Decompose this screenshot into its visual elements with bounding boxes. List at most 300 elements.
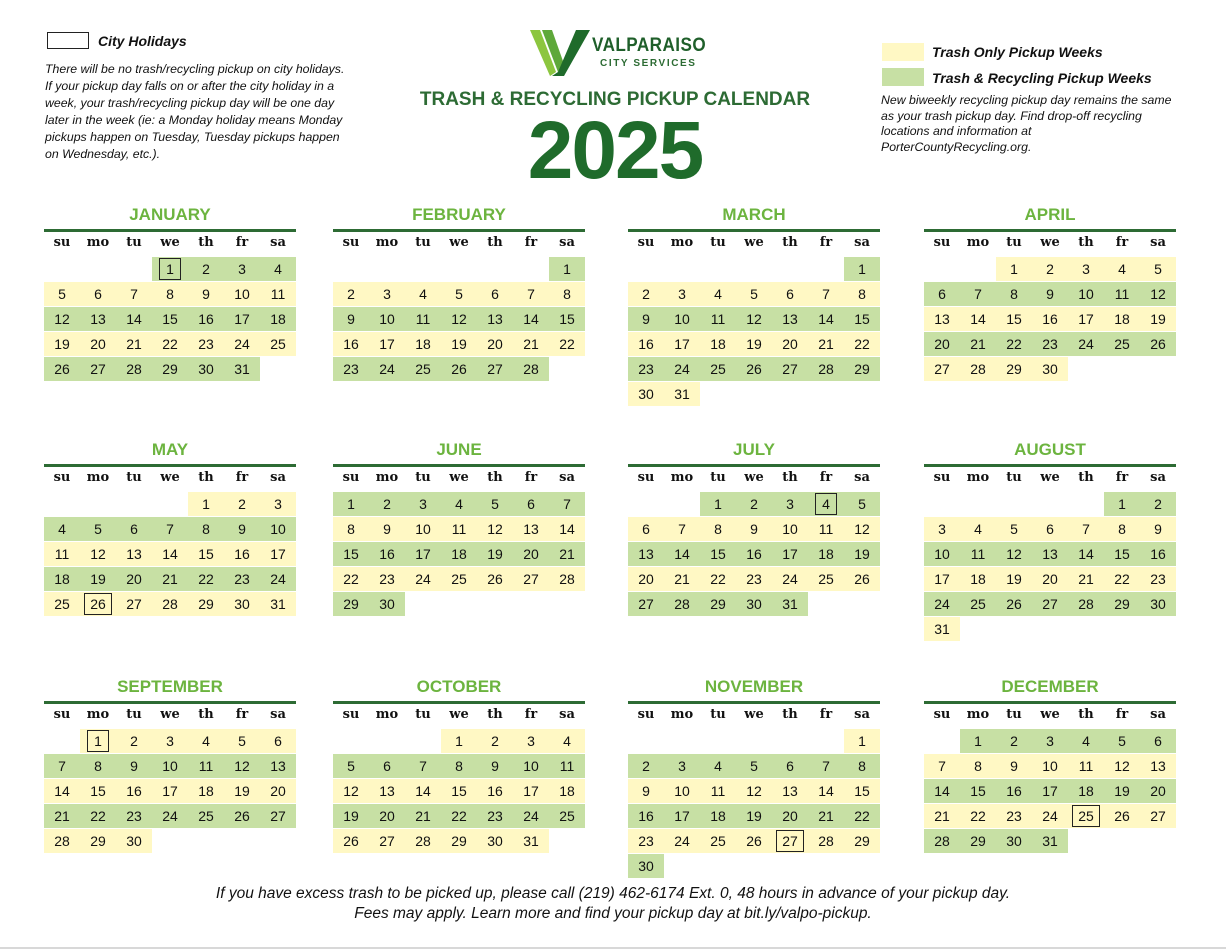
month-rule	[628, 701, 880, 704]
day-cell: 7	[549, 492, 585, 516]
weekday-header: fr	[524, 235, 538, 250]
day-cell: 1	[441, 729, 477, 753]
day-cell: 26	[44, 357, 80, 381]
day-cell: 28	[664, 592, 700, 616]
weekday-header: we	[449, 470, 469, 485]
day-cell: 6	[513, 492, 549, 516]
month-title: SEPTEMBER	[117, 677, 223, 696]
weekday-header: mo	[670, 470, 694, 485]
day-cell: 2	[628, 754, 664, 778]
day-cell: 31	[260, 592, 296, 616]
day-cell: 29	[960, 829, 996, 853]
day-cell: 31	[1032, 829, 1068, 853]
day-cell: 29	[844, 829, 880, 853]
day-cell: 25	[1104, 332, 1140, 356]
weekday-header: tu	[710, 470, 726, 485]
weekday-header: th	[198, 235, 214, 250]
day-cell: 13	[80, 307, 116, 331]
day-cell: 30	[224, 592, 260, 616]
day-cell: 26	[1140, 332, 1176, 356]
day-cell: 1	[996, 257, 1032, 281]
weekday-header: we	[744, 707, 764, 722]
day-cell: 14	[808, 307, 844, 331]
day-cell: 25	[960, 592, 996, 616]
month-title: OCTOBER	[416, 677, 502, 696]
day-cell: 3	[1032, 729, 1068, 753]
day-cell: 23	[1032, 332, 1068, 356]
day-cell: 9	[1032, 282, 1068, 306]
day-cell: 2	[736, 492, 772, 516]
weekday-header: su	[637, 470, 655, 485]
day-cell: 20	[80, 332, 116, 356]
weekday-header: tu	[710, 707, 726, 722]
day-cell: 2	[996, 729, 1032, 753]
day-cell: 4	[1068, 729, 1104, 753]
day-cell: 28	[1068, 592, 1104, 616]
footer	[0, 884, 1226, 924]
weekday-header: tu	[415, 235, 431, 250]
day-cell: 9	[1140, 517, 1176, 541]
holiday-day-cell: 26	[80, 592, 116, 616]
day-cell: 28	[152, 592, 188, 616]
month-title: MARCH	[722, 205, 786, 224]
day-cell: 6	[628, 517, 664, 541]
weekday-header: tu	[126, 707, 142, 722]
month-rule	[333, 701, 585, 704]
month-rule	[924, 229, 1176, 232]
day-cell: 30	[628, 382, 664, 406]
weekday-header: mo	[966, 235, 990, 250]
day-cell: 14	[1068, 542, 1104, 566]
day-cell: 15	[996, 307, 1032, 331]
weekday-header: we	[160, 235, 180, 250]
day-cell: 20	[513, 542, 549, 566]
day-cell: 5	[996, 517, 1032, 541]
weekday-header: su	[933, 470, 951, 485]
valparaiso-logo-icon	[530, 28, 594, 78]
day-cell: 3	[664, 754, 700, 778]
day-cell: 25	[44, 592, 80, 616]
footer-line-2: Fees may apply. Learn more and find your pickup day at bit.ly/valpo-pickup.	[354, 905, 872, 922]
day-cell: 10	[664, 779, 700, 803]
holiday-day-cell: 4	[808, 492, 844, 516]
day-cell: 24	[152, 804, 188, 828]
day-cell: 5	[333, 754, 369, 778]
day-cell: 18	[441, 542, 477, 566]
day-cell: 11	[44, 542, 80, 566]
day-cell: 11	[960, 542, 996, 566]
day-cell: 26	[1104, 804, 1140, 828]
day-cell: 3	[369, 282, 405, 306]
day-cell: 16	[628, 804, 664, 828]
weekday-header: su	[933, 235, 951, 250]
day-cell: 8	[700, 517, 736, 541]
day-cell: 31	[224, 357, 260, 381]
day-cell: 23	[116, 804, 152, 828]
weekday-header: sa	[559, 707, 575, 722]
day-cell: 2	[628, 282, 664, 306]
day-cell: 6	[260, 729, 296, 753]
day-cell: 10	[924, 542, 960, 566]
weekday-header: mo	[670, 707, 694, 722]
holiday-legend-title: City Holidays	[98, 33, 187, 49]
day-cell: 12	[844, 517, 880, 541]
day-cell: 18	[405, 332, 441, 356]
day-cell: 8	[1104, 517, 1140, 541]
day-cell: 27	[369, 829, 405, 853]
weekday-header: fr	[819, 707, 833, 722]
day-cell: 31	[772, 592, 808, 616]
weekday-header: fr	[235, 707, 249, 722]
day-cell: 6	[80, 282, 116, 306]
weekday-header: tu	[1006, 235, 1022, 250]
day-cell: 6	[1032, 517, 1068, 541]
weekday-header: mo	[966, 707, 990, 722]
weekday-header: sa	[270, 235, 286, 250]
day-cell: 17	[664, 332, 700, 356]
day-cell: 12	[1140, 282, 1176, 306]
weekday-header: su	[53, 235, 71, 250]
legend-note: New biweekly recycling pickup day remains the same as your trash pickup day. Find drop-off recycling locations and information at PorterCountyRecycling.org.	[881, 93, 1172, 154]
day-cell: 28	[513, 357, 549, 381]
day-cell: 17	[924, 567, 960, 591]
day-cell: 4	[700, 754, 736, 778]
day-cell: 16	[736, 542, 772, 566]
day-cell: 8	[152, 282, 188, 306]
day-cell: 28	[116, 357, 152, 381]
weekday-header: fr	[1115, 235, 1129, 250]
day-cell: 29	[700, 592, 736, 616]
weekday-header: su	[637, 707, 655, 722]
day-cell: 26	[441, 357, 477, 381]
day-cell: 6	[772, 754, 808, 778]
day-cell: 2	[188, 257, 224, 281]
legend-swatch-trash-only	[882, 43, 924, 61]
day-cell: 20	[772, 332, 808, 356]
day-cell: 15	[80, 779, 116, 803]
weekday-header: th	[198, 707, 214, 722]
day-cell: 17	[513, 779, 549, 803]
day-cell: 14	[549, 517, 585, 541]
weekday-header: th	[1078, 470, 1094, 485]
day-cell: 27	[772, 357, 808, 381]
day-cell: 25	[188, 804, 224, 828]
day-cell: 10	[772, 517, 808, 541]
month-title: DECEMBER	[1001, 677, 1099, 696]
day-cell: 5	[1140, 257, 1176, 281]
day-cell: 18	[960, 567, 996, 591]
day-cell: 10	[405, 517, 441, 541]
day-cell: 26	[736, 357, 772, 381]
day-cell: 5	[1104, 729, 1140, 753]
day-cell: 28	[808, 829, 844, 853]
day-cell: 22	[80, 804, 116, 828]
day-cell: 26	[996, 592, 1032, 616]
day-cell: 24	[405, 567, 441, 591]
day-cell: 17	[664, 804, 700, 828]
day-cell: 4	[549, 729, 585, 753]
day-cell: 11	[441, 517, 477, 541]
day-cell: 10	[513, 754, 549, 778]
day-cell: 21	[664, 567, 700, 591]
day-cell: 16	[628, 332, 664, 356]
day-cell: 31	[924, 617, 960, 641]
day-cell: 6	[369, 754, 405, 778]
day-cell: 8	[188, 517, 224, 541]
day-cell: 15	[188, 542, 224, 566]
day-cell: 20	[772, 804, 808, 828]
weekday-header: fr	[524, 470, 538, 485]
day-cell: 30	[736, 592, 772, 616]
holiday-day-cell: 25	[1068, 804, 1104, 828]
weekday-header: fr	[819, 470, 833, 485]
day-cell: 11	[700, 307, 736, 331]
day-cell: 23	[628, 829, 664, 853]
day-cell: 5	[441, 282, 477, 306]
month-rule	[628, 464, 880, 467]
day-cell: 20	[477, 332, 513, 356]
day-cell: 6	[924, 282, 960, 306]
day-cell: 21	[924, 804, 960, 828]
day-cell: 29	[996, 357, 1032, 381]
weekday-header: th	[487, 235, 503, 250]
day-cell: 15	[333, 542, 369, 566]
day-cell: 18	[44, 567, 80, 591]
day-cell: 16	[188, 307, 224, 331]
day-cell: 31	[664, 382, 700, 406]
day-cell: 9	[628, 307, 664, 331]
day-cell: 17	[772, 542, 808, 566]
day-cell: 3	[513, 729, 549, 753]
day-cell: 23	[736, 567, 772, 591]
day-cell: 13	[116, 542, 152, 566]
day-cell: 17	[260, 542, 296, 566]
day-cell: 6	[477, 282, 513, 306]
day-cell: 22	[333, 567, 369, 591]
day-cell: 17	[1032, 779, 1068, 803]
weekday-header: th	[487, 470, 503, 485]
day-cell: 16	[224, 542, 260, 566]
day-cell: 4	[441, 492, 477, 516]
day-cell: 30	[116, 829, 152, 853]
day-cell: 9	[369, 517, 405, 541]
day-cell: 20	[628, 567, 664, 591]
day-cell: 22	[152, 332, 188, 356]
day-cell: 11	[260, 282, 296, 306]
day-cell: 8	[996, 282, 1032, 306]
legend-label-trash-only: Trash Only Pickup Weeks	[932, 44, 1103, 60]
day-cell: 24	[224, 332, 260, 356]
day-cell: 16	[333, 332, 369, 356]
day-cell: 3	[224, 257, 260, 281]
day-cell: 19	[1140, 307, 1176, 331]
weekday-header: sa	[854, 235, 870, 250]
holiday-day-cell: 1	[80, 729, 116, 753]
day-cell: 27	[116, 592, 152, 616]
day-cell: 3	[1068, 257, 1104, 281]
page-bottom-rule	[0, 947, 1226, 949]
day-cell: 10	[1032, 754, 1068, 778]
day-cell: 2	[333, 282, 369, 306]
month-rule	[333, 229, 585, 232]
day-cell: 26	[736, 829, 772, 853]
day-cell: 4	[700, 282, 736, 306]
day-cell: 12	[441, 307, 477, 331]
day-cell: 13	[772, 779, 808, 803]
day-cell: 7	[405, 754, 441, 778]
day-cell: 29	[1104, 592, 1140, 616]
day-cell: 4	[260, 257, 296, 281]
calendar-title: TRASH & RECYCLING PICKUP CALENDAR	[419, 89, 811, 110]
day-cell: 27	[260, 804, 296, 828]
day-cell: 1	[549, 257, 585, 281]
day-cell: 29	[80, 829, 116, 853]
day-cell: 1	[844, 257, 880, 281]
day-cell: 17	[152, 779, 188, 803]
holiday-day-cell: 27	[772, 829, 808, 853]
month-title: AUGUST	[1014, 440, 1086, 459]
day-cell: 29	[152, 357, 188, 381]
weekday-header: tu	[710, 235, 726, 250]
day-cell: 13	[628, 542, 664, 566]
day-cell: 7	[808, 282, 844, 306]
day-cell: 11	[808, 517, 844, 541]
day-cell: 14	[152, 542, 188, 566]
day-cell: 26	[477, 567, 513, 591]
holiday-legend-box	[47, 32, 89, 49]
day-cell: 8	[844, 282, 880, 306]
weekday-header: tu	[415, 470, 431, 485]
day-cell: 20	[1032, 567, 1068, 591]
day-cell: 23	[628, 357, 664, 381]
day-cell: 23	[996, 804, 1032, 828]
day-cell: 19	[441, 332, 477, 356]
day-cell: 18	[808, 542, 844, 566]
day-cell: 3	[772, 492, 808, 516]
day-cell: 6	[116, 517, 152, 541]
day-cell: 12	[224, 754, 260, 778]
day-cell: 15	[441, 779, 477, 803]
day-cell: 30	[188, 357, 224, 381]
day-cell: 5	[736, 282, 772, 306]
day-cell: 2	[224, 492, 260, 516]
weekday-header: we	[160, 707, 180, 722]
day-cell: 13	[513, 517, 549, 541]
day-cell: 16	[1140, 542, 1176, 566]
day-cell: 15	[844, 779, 880, 803]
day-cell: 1	[844, 729, 880, 753]
day-cell: 11	[700, 779, 736, 803]
day-cell: 29	[441, 829, 477, 853]
weekday-header: th	[1078, 235, 1094, 250]
day-cell: 31	[513, 829, 549, 853]
weekday-header: mo	[375, 235, 399, 250]
day-cell: 3	[924, 517, 960, 541]
month-rule	[44, 229, 296, 232]
day-cell: 5	[80, 517, 116, 541]
day-cell: 25	[700, 829, 736, 853]
month-rule	[44, 464, 296, 467]
day-cell: 15	[1104, 542, 1140, 566]
weekday-header: mo	[670, 235, 694, 250]
day-cell: 15	[844, 307, 880, 331]
day-cell: 13	[772, 307, 808, 331]
day-cell: 7	[44, 754, 80, 778]
day-cell: 27	[513, 567, 549, 591]
day-cell: 30	[996, 829, 1032, 853]
weekday-header: tu	[1006, 470, 1022, 485]
day-cell: 12	[996, 542, 1032, 566]
weekday-header: tu	[415, 707, 431, 722]
day-cell: 8	[844, 754, 880, 778]
day-cell: 25	[808, 567, 844, 591]
day-cell: 24	[664, 357, 700, 381]
day-cell: 28	[924, 829, 960, 853]
day-cell: 27	[1032, 592, 1068, 616]
day-cell: 12	[333, 779, 369, 803]
day-cell: 20	[924, 332, 960, 356]
day-cell: 22	[844, 804, 880, 828]
day-cell: 26	[224, 804, 260, 828]
day-cell: 21	[44, 804, 80, 828]
day-cell: 21	[960, 332, 996, 356]
day-cell: 25	[441, 567, 477, 591]
day-cell: 7	[152, 517, 188, 541]
day-cell: 24	[664, 829, 700, 853]
day-cell: 1	[333, 492, 369, 516]
day-cell: 24	[260, 567, 296, 591]
day-cell: 23	[188, 332, 224, 356]
day-cell: 27	[477, 357, 513, 381]
footer-line-1: If you have excess trash to be picked up, please call (219) 462-6174 Ext. 0, 48 hours in advance of your pickup day.	[215, 885, 1011, 902]
day-cell: 13	[1032, 542, 1068, 566]
weekday-header: sa	[854, 470, 870, 485]
day-cell: 23	[477, 804, 513, 828]
day-cell: 22	[549, 332, 585, 356]
day-cell: 21	[1068, 567, 1104, 591]
weekday-header: sa	[559, 235, 575, 250]
day-cell: 8	[441, 754, 477, 778]
day-cell: 18	[549, 779, 585, 803]
weekday-header: sa	[854, 707, 870, 722]
day-cell: 9	[224, 517, 260, 541]
day-cell: 1	[188, 492, 224, 516]
day-cell: 30	[1140, 592, 1176, 616]
day-cell: 9	[996, 754, 1032, 778]
day-cell: 6	[772, 282, 808, 306]
month-rule	[924, 464, 1176, 467]
calendar-year: 2025	[527, 105, 703, 196]
day-cell: 9	[116, 754, 152, 778]
day-cell: 30	[477, 829, 513, 853]
day-cell: 28	[405, 829, 441, 853]
day-cell: 23	[1140, 567, 1176, 591]
day-cell: 14	[116, 307, 152, 331]
weekday-header: su	[53, 707, 71, 722]
weekday-header: su	[637, 235, 655, 250]
day-cell: 3	[260, 492, 296, 516]
day-cell: 24	[369, 357, 405, 381]
day-cell: 18	[700, 804, 736, 828]
day-cell: 10	[152, 754, 188, 778]
day-cell: 12	[736, 779, 772, 803]
day-cell: 29	[188, 592, 224, 616]
day-cell: 19	[477, 542, 513, 566]
month-rule	[44, 701, 296, 704]
day-cell: 7	[1068, 517, 1104, 541]
day-cell: 12	[477, 517, 513, 541]
day-cell: 10	[369, 307, 405, 331]
